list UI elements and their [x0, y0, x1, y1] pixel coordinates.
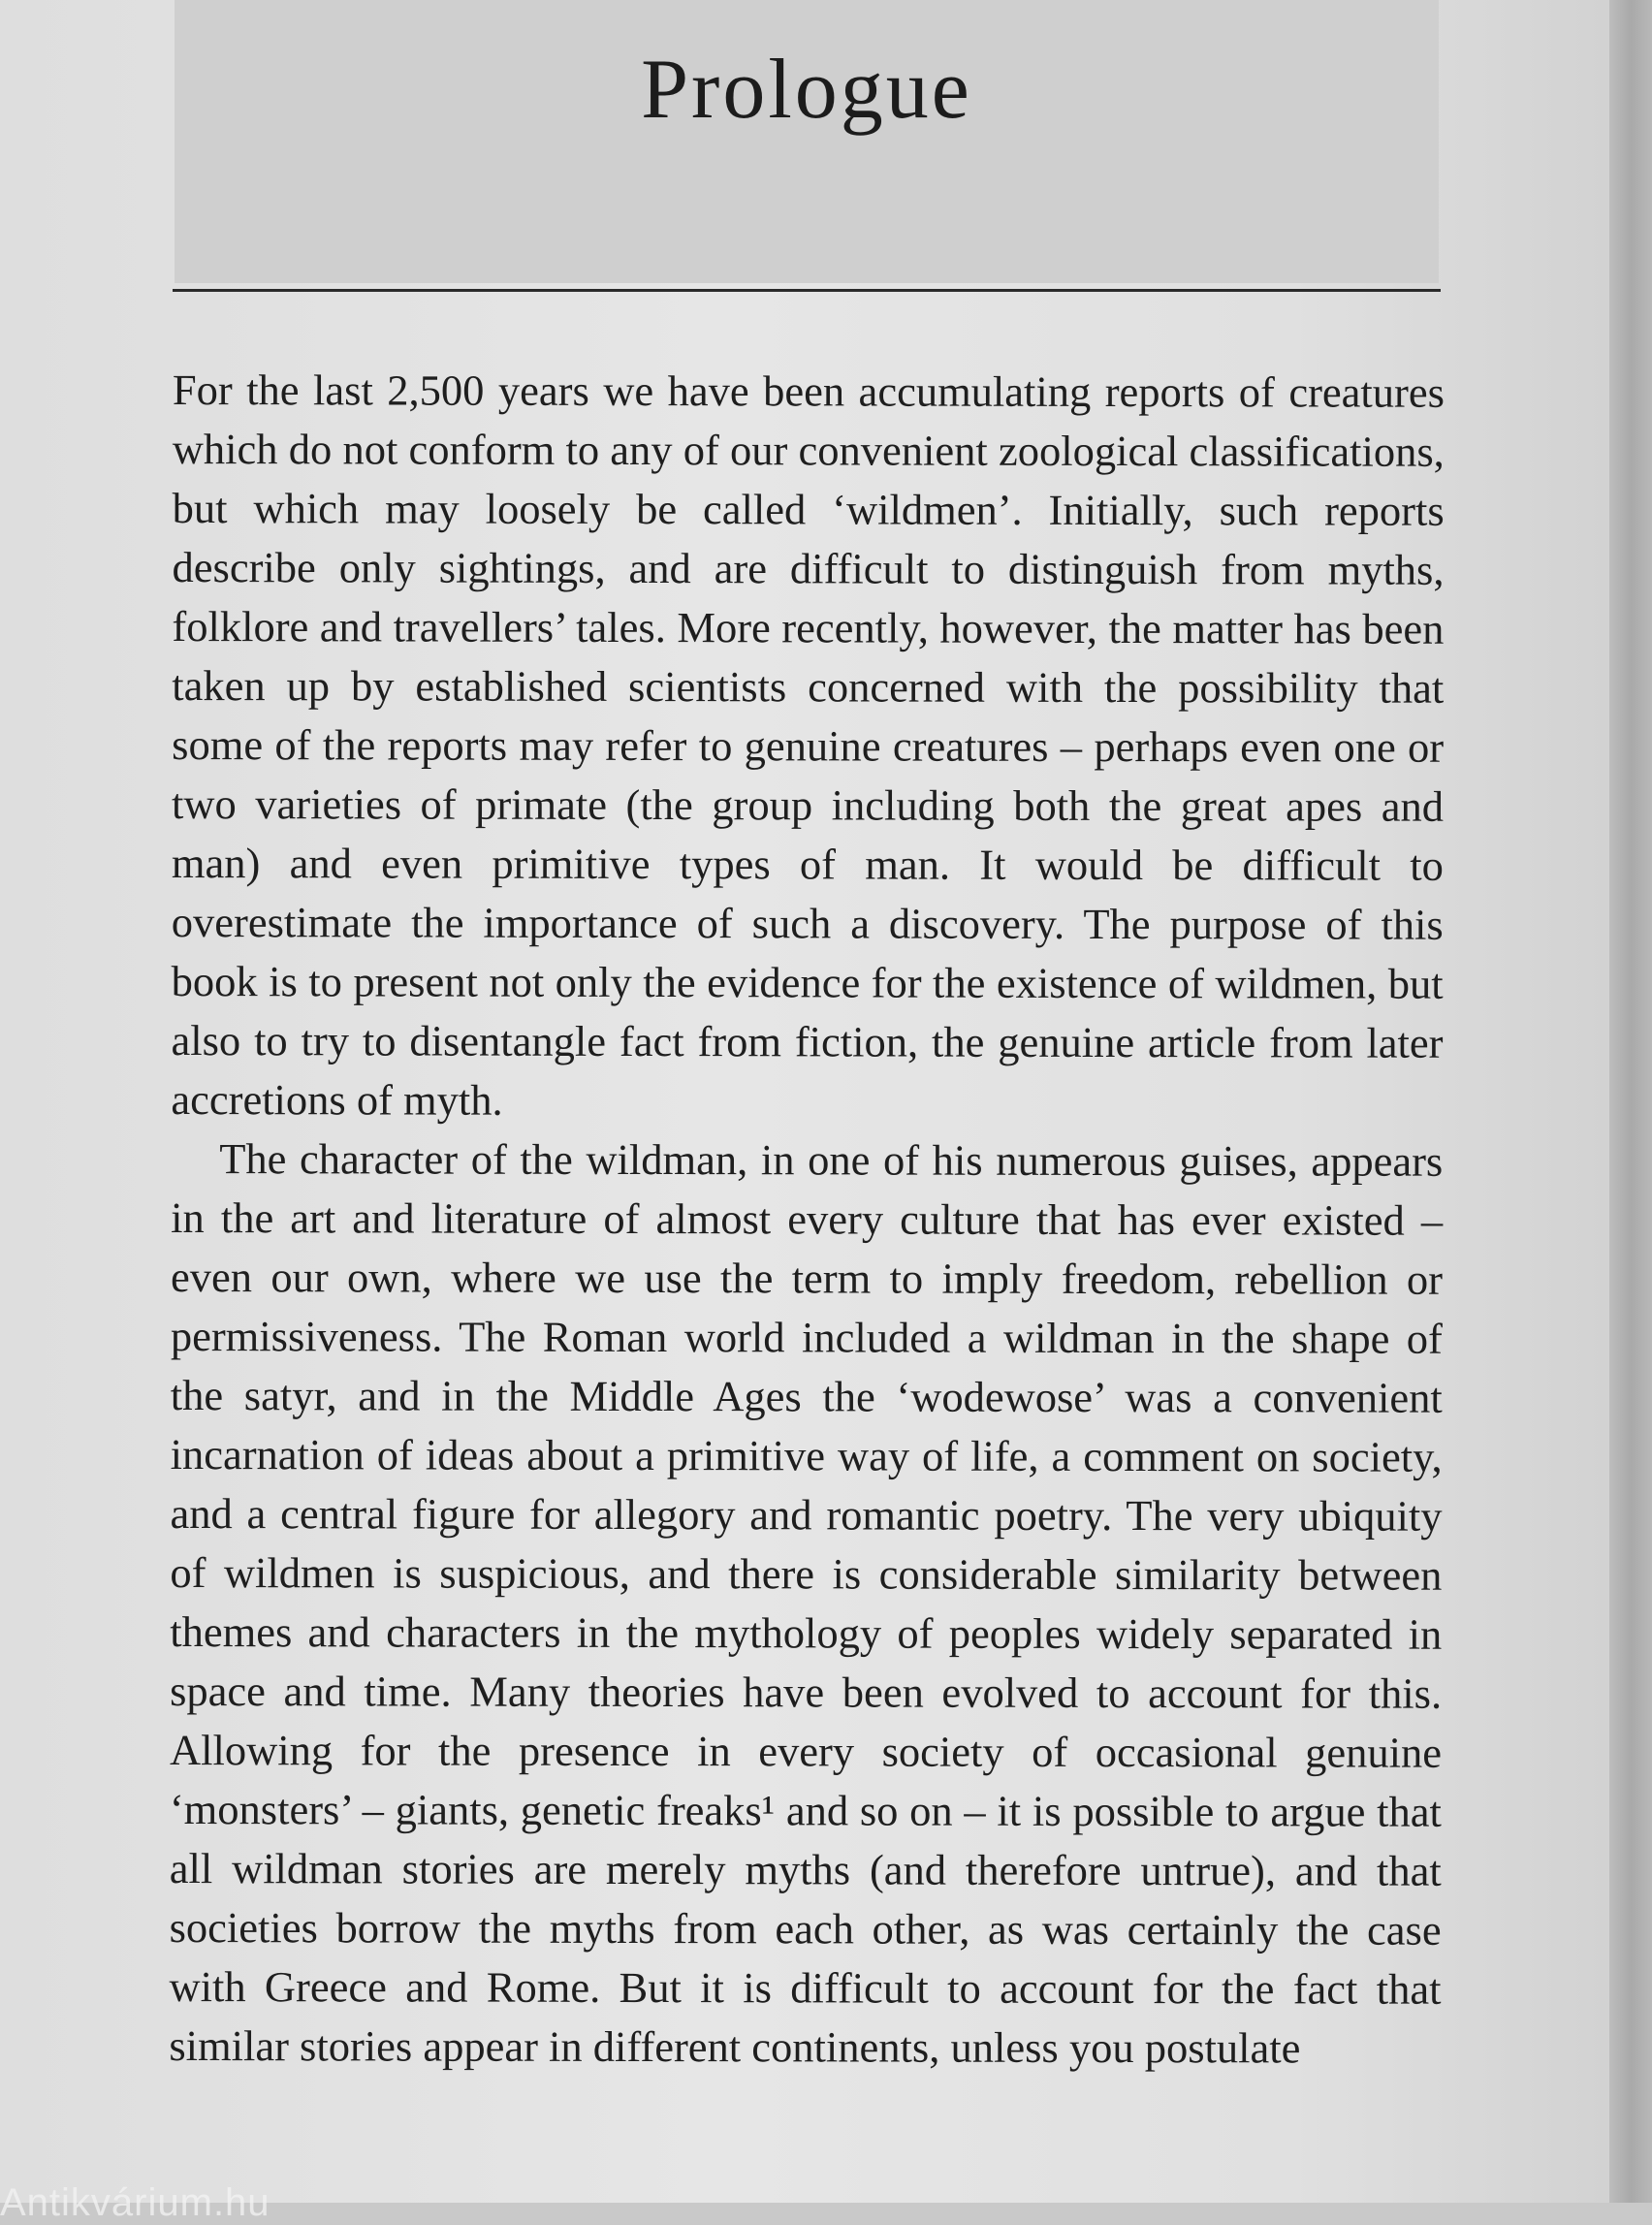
paragraph-1: For the last 2,500 years we have been accumulating reports of creatures which do not conform to any of our convenient zoological classifications, but which may loosely be called ‘wildmen’. Initially, such reports describe only sightings, and are difficult to distinguish from myths, folklore and travellers’ tales. More recently, however, the matter has been taken up by established scientists concerned with the possibility that some of the reports may refer to genuine creatures – perhaps even one or two varieties of primate (the group including both the great apes and man) and even primitive types of man. It would be difficult to overestimate the importance of such a discovery. The purpose of this book is to present not only the evidence for the existence of wildmen, but also to try to disentangle fact from fiction, the genuine article from later accretions of myth. [171, 366, 1445, 1125]
watermark: Antikvárium.hu [0, 2181, 270, 2224]
paragraph-2: The character of the wildman, in one of his numerous guises, appears in the art and literature of almost every culture that has ever existed – even our own, where we use the term to imply freedom, rebellion or permissiveness. The Roman world included a wildman in the shape of the satyr, and in the Middle Ages the ‘wodewose’ was a convenient incarnation of ideas about a primitive way of life, a comment on society, and a central figure for allegory and romantic poetry. The very ubiquity of wildmen is suspicious, and there is considerable similarity between themes and characters in the mythology of peoples widely separated in space and time. Many theories have been evolved to account for this. Allowing for the presence in every society of occasional genuine ‘monsters’ – giants, genetic freaks¹ and so on – it is possible to argue that all wildman stories are merely myths (and therefore untrue), and that societies borrow the myths from each other, as was certainly the case with Greece and Rome. But it is difficult to account for the fact that similar stories appear in different continents, unless you postulate [169, 1134, 1444, 2073]
title-rule [173, 289, 1441, 292]
page-edge [1609, 0, 1652, 2203]
page-title: Prologue [641, 43, 972, 137]
prologue-text [169, 361, 1445, 2079]
